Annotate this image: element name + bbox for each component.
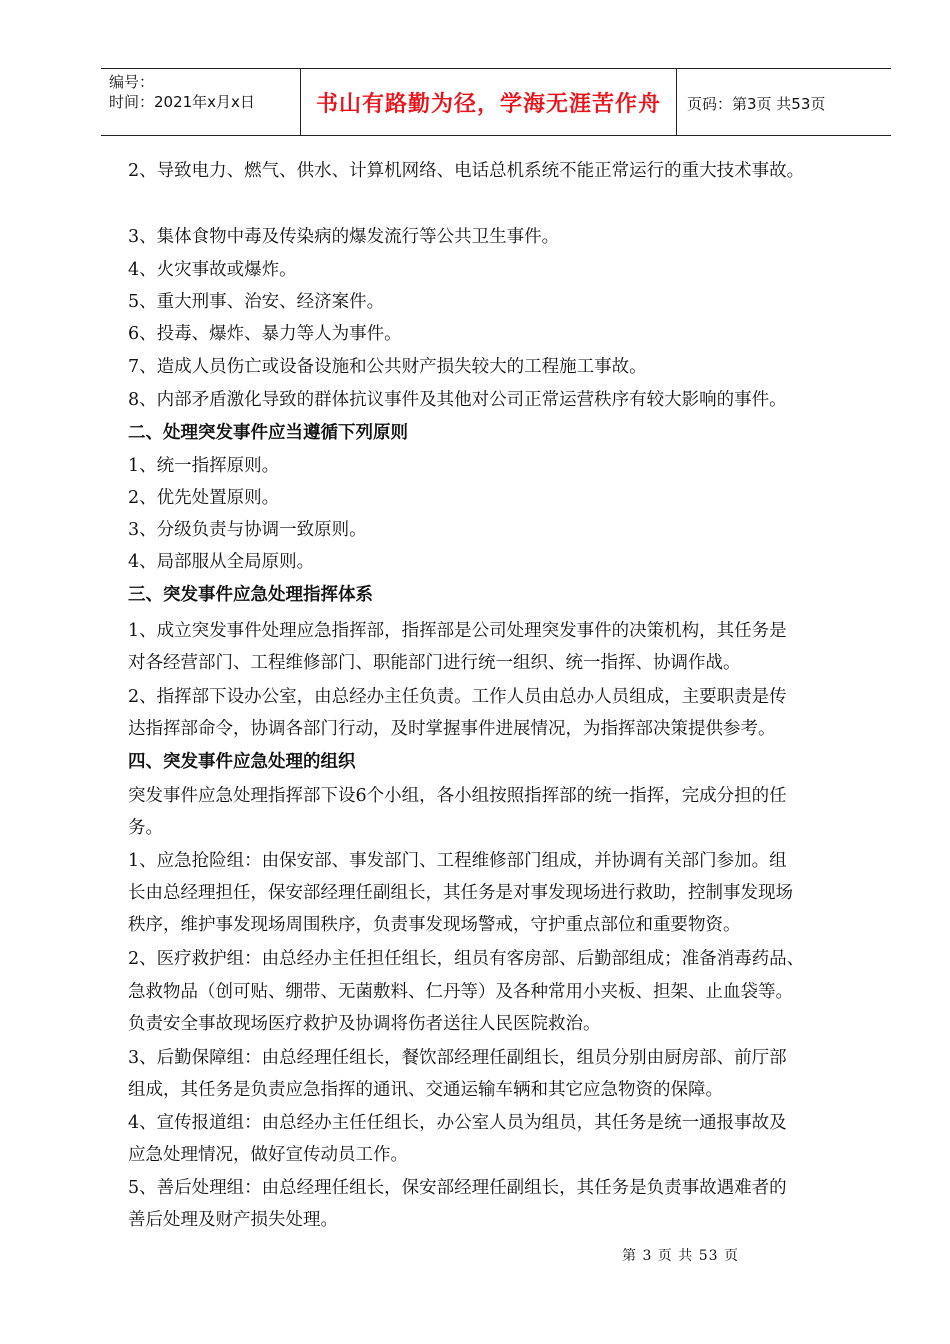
body-text-line: 5、重大刑事、治安、经济案件。 [128, 292, 385, 312]
header-page-code: 页码：第3页 共53页 [687, 95, 826, 113]
body-text-line: 应急处理情况，做好宣传动员工作。 [128, 1145, 408, 1165]
body-text-line: 2、指挥部下设办公室，由总经办主任负责。工作人员由总办人员组成，主要职责是传 [128, 687, 787, 707]
section-heading: 二、处理突发事件应当遵循下列原则 [128, 423, 408, 443]
page-footer: 第 3 页 共 53 页 [622, 1248, 739, 1264]
body-text-line: 急救物品（创可贴、绷带、无菌敷料、仁丹等）及各种常用小夹板、担架、止血袋等。 [128, 982, 793, 1002]
body-text-line: 4、火灾事故或爆炸。 [128, 260, 297, 280]
body-text-line: 负责安全事故现场医疗救护及协调将伤者送往人民医院救治。 [128, 1014, 601, 1034]
body-text-line: 1、成立突发事件处理应急指挥部，指挥部是公司处理突发事件的决策机构，其任务是 [128, 621, 787, 641]
body-text-line: 5、善后处理组：由总经理任组长，保安部经理任副组长，其任务是负责事故遇难者的 [128, 1178, 787, 1198]
document-number-label: 编号： [109, 73, 155, 91]
header-meta-cell [101, 69, 301, 135]
body-text-line: 善后处理及财产损失处理。 [128, 1210, 338, 1230]
section-heading: 四、突发事件应急处理的组织 [128, 752, 356, 772]
body-text-line: 2、优先处置原则。 [128, 488, 280, 508]
body-text-line: 2、医疗救护组：由总经办主任担任组长，组员有客房部、后勤部组成；准备消毒药品、 [128, 949, 805, 969]
header-motto: 书山有路勤为径，学海无涯苦作舟 [315, 91, 661, 117]
body-text-line: 达指挥部命令，协调各部门行动，及时掌握事件进展情况，为指挥部决策提供参考。 [128, 719, 776, 739]
body-text-line: 组成，其任务是负责应急指挥的通讯、交通运输车辆和其它应急物资的保障。 [128, 1080, 723, 1100]
body-text-line: 秩序，维护事发现场周围秩序，负责事发现场警戒，守护重点部位和重要物资。 [128, 915, 741, 935]
body-text-line: 7、造成人员伤亡或设备设施和公共财产损失较大的工程施工事故。 [128, 357, 647, 377]
section-heading: 三、突发事件应急处理指挥体系 [128, 585, 373, 605]
body-text-line: 2、导致电力、燃气、供水、计算机网络、电话总机系统不能正常运行的重大技术事故。 [128, 161, 805, 181]
body-text-line: 3、后勤保障组：由总经理任组长，餐饮部经理任副组长，组员分别由厨房部、前厅部 [128, 1048, 787, 1068]
body-text-line: 3、集体食物中毒及传染病的爆发流行等公共卫生事件。 [128, 227, 560, 247]
document-time-label: 时间：2021年x月x日 [109, 93, 255, 111]
body-text-line: 突发事件应急处理指挥部下设6个小组，各小组按照指挥部的统一指挥，完成分担的任 [128, 786, 787, 806]
page-header [101, 68, 891, 136]
body-text-line: 长由总经理担任，保安部经理任副组长，其任务是对事发现场进行救助，控制事发现场 [128, 883, 793, 903]
body-text-line: 务。 [128, 818, 163, 838]
body-text-line: 4、局部服从全局原则。 [128, 552, 315, 572]
body-text-line: 8、内部矛盾激化导致的群体抗议事件及其他对公司正常运营秩序有较大影响的事件。 [128, 390, 787, 410]
header-page-cell [677, 69, 891, 135]
body-text-line: 4、宣传报道组：由总经办主任任组长，办公室人员为组员，其任务是统一通报事故及 [128, 1113, 787, 1133]
body-text-line: 3、分级负责与协调一致原则。 [128, 520, 367, 540]
body-text-line: 对各经营部门、工程维修部门、职能部门进行统一组织、统一指挥、协调作战。 [128, 653, 741, 673]
body-text-line: 1、应急抢险组：由保安部、事发部门、工程维修部门组成，并协调有关部门参加。组 [128, 851, 787, 871]
header-motto-cell [301, 69, 677, 135]
body-text-line: 6、投毒、爆炸、暴力等人为事件。 [128, 324, 402, 344]
body-text-line: 1、统一指挥原则。 [128, 456, 280, 476]
